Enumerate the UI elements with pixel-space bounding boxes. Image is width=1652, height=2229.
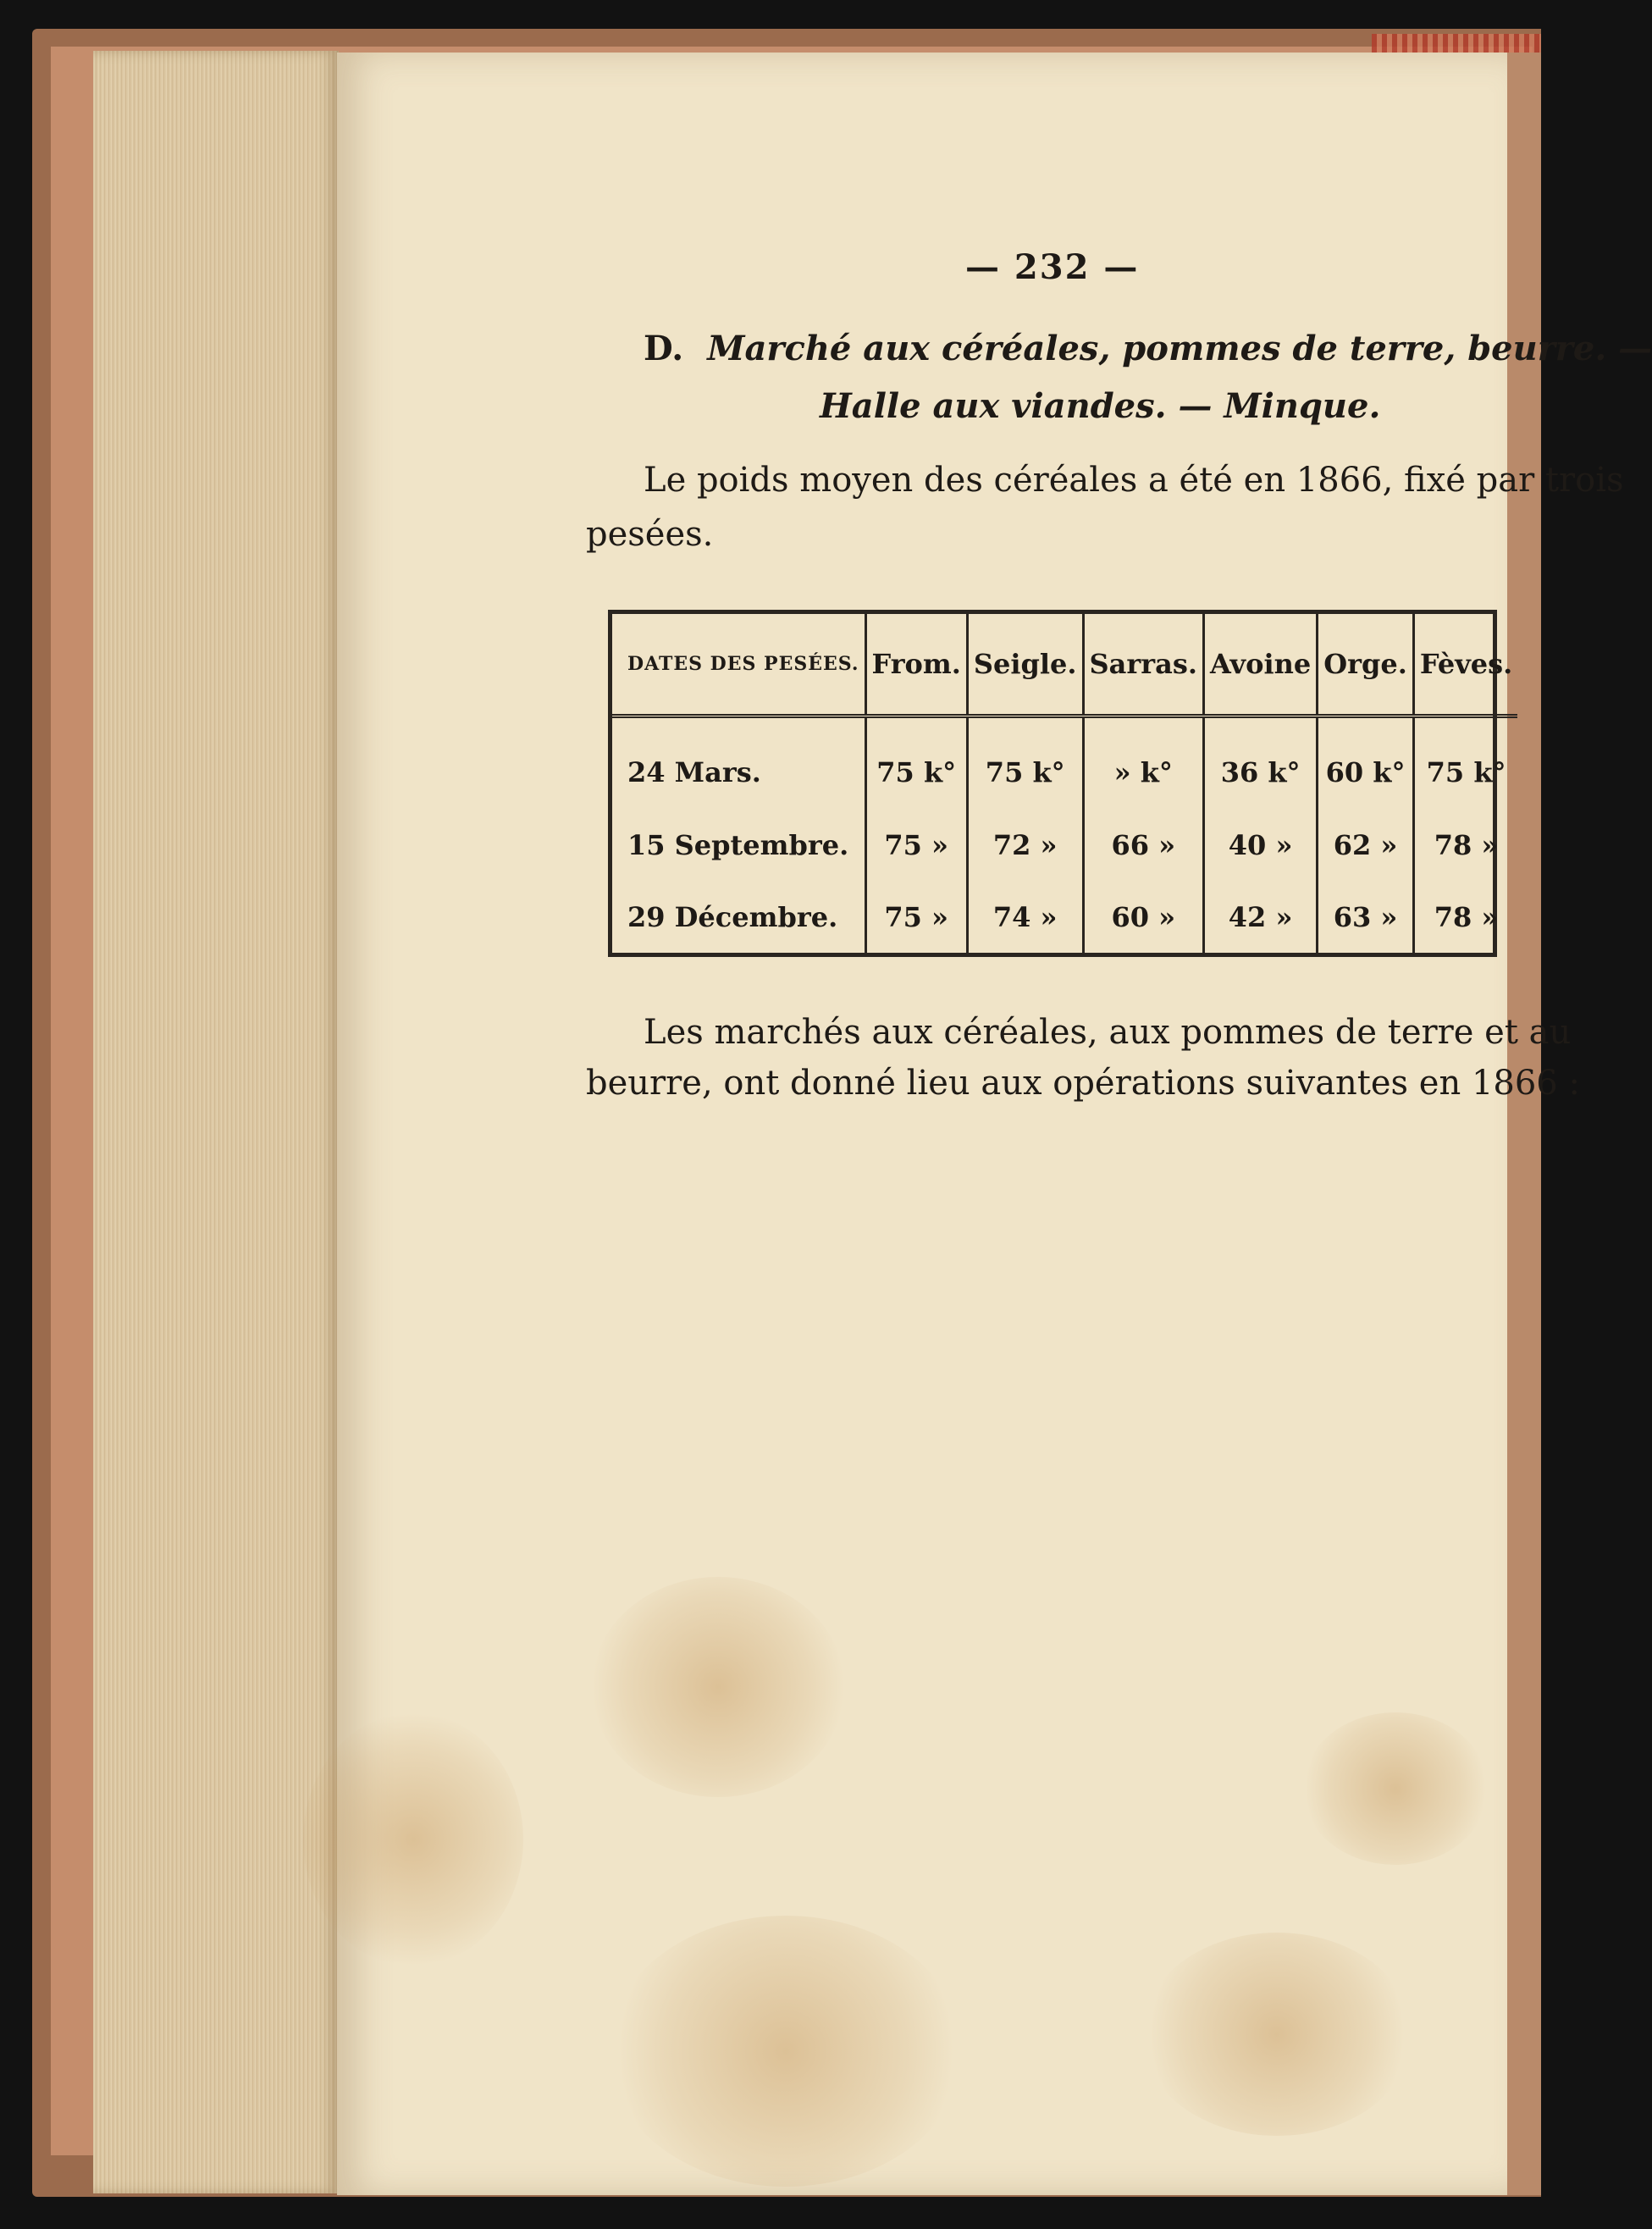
foxing-stain [1141,1933,1412,2136]
header-dates: DATES DES PESÉES. [612,614,865,716]
table-header-row [612,614,1517,716]
cell-froment: 75 » [865,882,967,953]
cell-seigle: 72 » [967,810,1083,881]
cell-orge: 60 k° [1318,716,1414,810]
paragraph-intro-line1: Le poids moyen des céréales a été en 1866, fixé par trois [644,461,1624,500]
row-date: 15 Septembre. [627,829,849,862]
cell-seigle: 74 » [967,882,1083,953]
cell-avoine: 42 » [1204,882,1318,953]
paragraph-markets-line2: beurre, ont donné lieu aux opérations suivantes en 1866 : [586,1064,1580,1103]
cell-froment: 75 k° [865,716,967,810]
cell-seigle: 75 k° [967,716,1083,810]
foxing-stain [303,1712,523,1966]
cell-orge: 62 » [1318,810,1414,881]
table-row [612,810,1517,881]
table-row [612,716,1517,810]
header-froment: From. [865,614,967,716]
section-heading-line1 [644,329,1652,368]
section-letter: D. [644,329,684,368]
cell-avoine: 40 » [1204,810,1318,881]
foxing-stain [591,1577,845,1797]
cell-sarrasin: 60 » [1083,882,1203,953]
table-row [612,882,1517,953]
cell-sarrasin: » k° [1083,716,1203,810]
header-seigle: Seigle. [967,614,1083,716]
header-sarrasin: Sarras. [1083,614,1203,716]
row-date: 24 Mars. [627,756,761,789]
page-edges [93,51,339,2193]
cell-feves: 78 » [1413,810,1517,881]
book-page [337,53,1507,2195]
paragraph-intro-line2: pesées. [586,515,714,554]
cell-avoine: 36 k° [1204,716,1318,810]
section-title-line1: Marché aux céréales, pommes de terre, beurre. — [707,329,1652,368]
cell-froment: 75 » [865,810,967,881]
row-date: 29 Décembre. [627,900,838,933]
header-orge: Orge. [1318,614,1414,716]
foxing-stain [1302,1712,1489,1865]
cell-feves: 78 » [1413,882,1517,953]
weights-table-grid [612,614,1517,953]
page-right-edge [1507,53,1541,2195]
foxing-stain [608,1916,964,2187]
weights-table [608,610,1513,957]
paragraph-markets-line1: Les marchés aux céréales, aux pommes de terre et au [644,1013,1572,1052]
cell-sarrasin: 66 » [1083,810,1203,881]
section-title-line2: Halle aux viandes. — Minque. [820,386,1381,426]
cell-orge: 63 » [1318,882,1414,953]
header-feves: Fèves. [1413,614,1517,716]
page-number: — 232 — [965,247,1140,287]
header-avoine: Avoine [1204,614,1318,716]
cell-feves: 75 k° [1413,716,1517,810]
